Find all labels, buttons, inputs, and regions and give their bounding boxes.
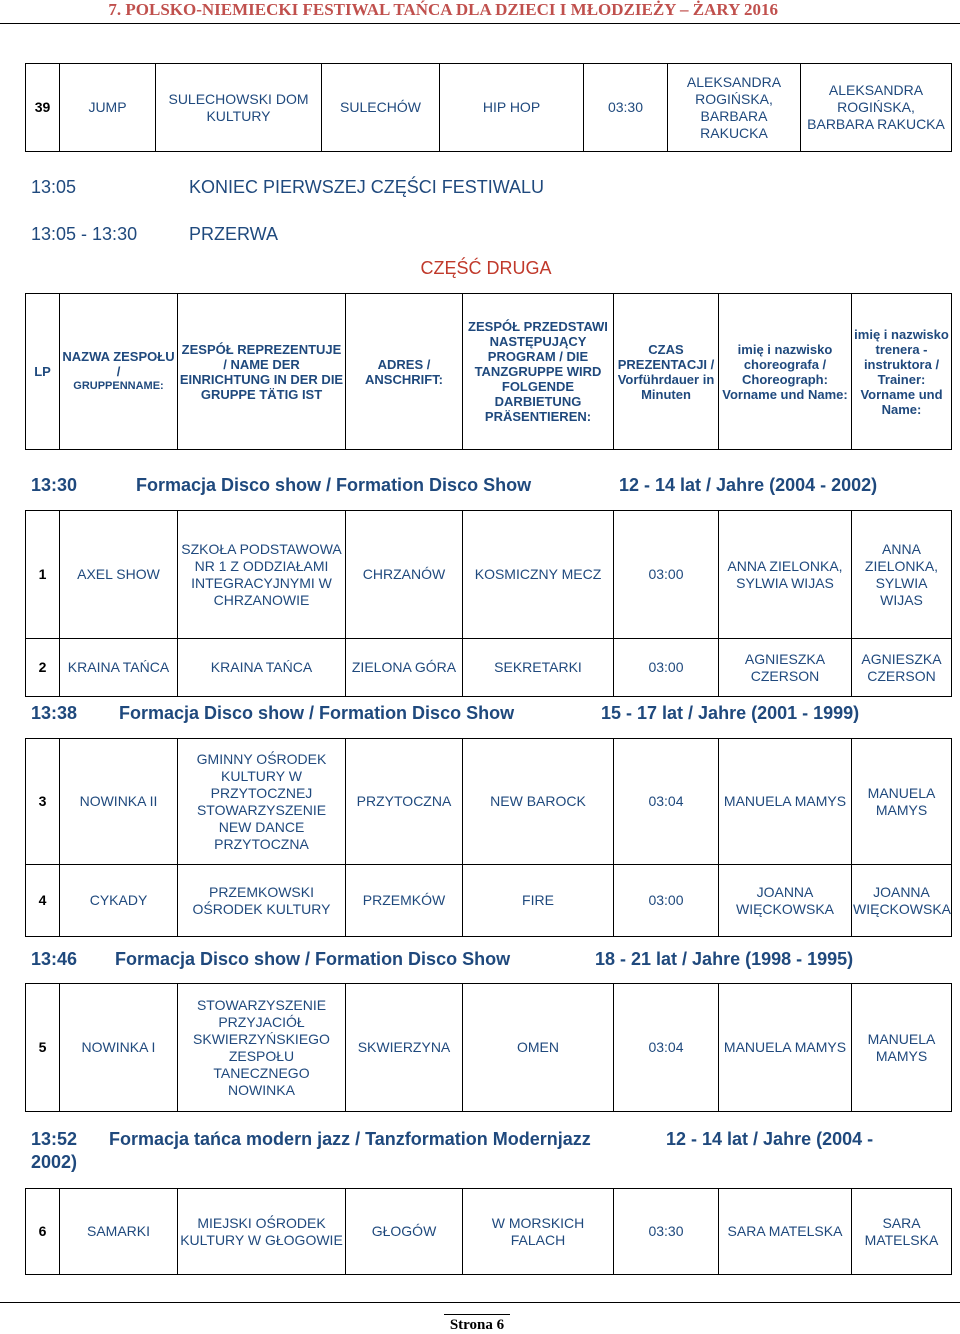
header-choreographer: imię i nazwisko choreografa / Choreograph: Vorname und Name: — [719, 294, 852, 450]
row-trainer: JOANNA WIĘCKOWSKA — [852, 865, 952, 937]
row-trainer: ALEKSANDRA ROGIŃSKA, BARBARA RAKUCKA — [801, 64, 952, 152]
end-first-part — [31, 176, 545, 198]
section-time: 13:38 — [31, 703, 78, 723]
row-trainer: SARA MATELSKA — [852, 1189, 952, 1275]
row-address: PRZYTOCZNA — [346, 739, 463, 865]
section-heading — [31, 1128, 874, 1150]
row-lp: 4 — [26, 865, 60, 937]
row-time: 03:00 — [614, 865, 719, 937]
row-lp: 5 — [26, 984, 60, 1112]
section-heading — [31, 702, 860, 724]
header-name — [60, 294, 178, 450]
header-lp: LP — [26, 294, 60, 450]
row-lp: 3 — [26, 739, 60, 865]
section-time: 13:30 — [31, 475, 78, 495]
row-time: 03:00 — [614, 511, 719, 639]
section-age-line2: 2002) — [31, 1152, 78, 1172]
row-name: NOWINKA II — [60, 739, 178, 865]
table-row — [26, 984, 952, 1112]
table-row — [26, 639, 952, 697]
section-table — [25, 510, 952, 697]
section-age: 18 - 21 lat / Jahre (1998 - 1995) — [595, 949, 854, 969]
section-table — [25, 983, 952, 1112]
section-title: Formacja Disco show / Formation Disco Show — [136, 475, 532, 495]
section-title: Formacja Disco show / Formation Disco Show — [115, 949, 511, 969]
header-program: ZESPÓŁ PRZEDSTAWI NASTĘPUJĄCY PROGRAM / DIE TANZGRUPPE WIRD FOLGENDE DARBIETUNG PRÄSENTIEREN: — [463, 294, 614, 450]
row-lp: 6 — [26, 1189, 60, 1275]
row-program: SEKRETARKI — [463, 639, 614, 697]
row-institution: MIEJSKI OŚRODEK KULTURY W GŁOGOWIE — [178, 1189, 346, 1275]
header-institution: ZESPÓŁ REPREZENTUJE / NAME DER EINRICHTUNG IN DER DIE GRUPPE TÄTIG IST — [178, 294, 346, 450]
row-institution: STOWARZYSZENIE PRZYJACIÓŁ SKWIERZYŃSKIEGO ZESPOŁU TANECZNEGO NOWINKA — [178, 984, 346, 1112]
column-header-table — [25, 293, 952, 450]
row-lp: 1 — [26, 511, 60, 639]
table-row — [26, 739, 952, 865]
row-trainer: MANUELA MAMYS — [852, 739, 952, 865]
row-name: CYKADY — [60, 865, 178, 937]
row-program: W MORSKICH FALACH — [463, 1189, 614, 1275]
section-table — [25, 738, 952, 937]
header-address: ADRES / ANSCHRIFT: — [346, 294, 463, 450]
row-time: 03:04 — [614, 984, 719, 1112]
row-institution: PRZEMKOWSKI OŚRODEK KULTURY — [178, 865, 346, 937]
row-name: JUMP — [60, 64, 156, 152]
row-program: KOSMICZNY MECZ — [463, 511, 614, 639]
page-footer — [0, 1314, 954, 1334]
row-choreographer: MANUELA MAMYS — [719, 739, 852, 865]
row-name: AXEL SHOW — [60, 511, 178, 639]
row-time: 03:04 — [614, 739, 719, 865]
section-age: 15 - 17 lat / Jahre (2001 - 1999) — [601, 703, 860, 723]
section-age: 12 - 14 lat / Jahre (2004 - 2002) — [619, 475, 878, 495]
row-program: HIP HOP — [440, 64, 584, 152]
section-title: Formacja tańca modern jazz / Tanzformation Modernjazz — [109, 1129, 591, 1149]
footer-rule — [0, 1302, 960, 1303]
table-row — [26, 865, 952, 937]
page-header-text: 7. POLSKO-NIEMIECKI FESTIWAL TAŃCA DLA DZIECI I MŁODZIEŻY – ŻARY 2016 — [108, 0, 778, 19]
section-time: 13:46 — [31, 949, 78, 969]
row-institution: KRAINA TAŃCA — [178, 639, 346, 697]
row-institution: SZKOŁA PODSTAWOWA NR 1 Z ODDZIAŁAMI INTEGRACYJNYMI W CHRZANOWIE — [178, 511, 346, 639]
section-time: 13:52 — [31, 1129, 78, 1149]
row-address: PRZEMKÓW — [346, 865, 463, 937]
row-name: KRAINA TAŃCA — [60, 639, 178, 697]
break-line — [31, 223, 279, 245]
row-address: GŁOGÓW — [346, 1189, 463, 1275]
part-two-title: CZĘŚĆ DRUGA — [420, 258, 552, 278]
section-heading — [31, 948, 854, 970]
row-address: CHRZANÓW — [346, 511, 463, 639]
page-number: Strona 6 — [444, 1314, 510, 1334]
section-heading — [31, 474, 878, 496]
row-address: ZIELONA GÓRA — [346, 639, 463, 697]
row-choreographer: AGNIESZKA CZERSON — [719, 639, 852, 697]
header-trainer: imię i nazwisko trenera - instruktora / Trainer: Vorname und Name: — [852, 294, 952, 450]
row-time: 03:00 — [614, 639, 719, 697]
row-trainer: AGNIESZKA CZERSON — [852, 639, 952, 697]
table-row — [26, 64, 952, 152]
end-first-part-time: 13:05 — [31, 177, 77, 197]
row-lp: 39 — [26, 64, 60, 152]
row-trainer: MANUELA MAMYS — [852, 984, 952, 1112]
table-row — [26, 511, 952, 639]
header-row — [26, 294, 952, 450]
row-time: 03:30 — [614, 1189, 719, 1275]
row-institution: GMINNY OŚRODEK KULTURY W PRZYTOCZNEJ STOWARZYSZENIE NEW DANCE PRZYTOCZNA — [178, 739, 346, 865]
row-address: SULECHÓW — [322, 64, 440, 152]
break-text: PRZERWA — [189, 224, 279, 244]
row-institution: SULECHOWSKI DOM KULTURY — [156, 64, 322, 152]
row-choreographer: JOANNA WIĘCKOWSKA — [719, 865, 852, 937]
row-choreographer: MANUELA MAMYS — [719, 984, 852, 1112]
row-choreographer: ANNA ZIELONKA, SYLWIA WIJAS — [719, 511, 852, 639]
header-name-a: NAZWA ZESPOŁU / — [62, 349, 175, 379]
section-age-line1: 12 - 14 lat / Jahre (2004 - — [666, 1129, 874, 1149]
header-time: CZAS PREZENTACJI / Vorführdauer in Minuten — [614, 294, 719, 450]
row-lp: 2 — [26, 639, 60, 697]
header-name-b: GRUPPENNAME: — [73, 380, 164, 392]
row-trainer: ANNA ZIELONKA, SYLWIA WIJAS — [852, 511, 952, 639]
end-first-part-text: KONIEC PIERWSZEJ CZĘŚCI FESTIWALU — [189, 177, 545, 197]
section-title: Formacja Disco show / Formation Disco Show — [119, 703, 515, 723]
header-rule — [0, 23, 960, 24]
row-name: SAMARKI — [60, 1189, 178, 1275]
row-name: NOWINKA I — [60, 984, 178, 1112]
row-program: OMEN — [463, 984, 614, 1112]
break-time: 13:05 - 13:30 — [31, 224, 138, 244]
row-program: NEW BAROCK — [463, 739, 614, 865]
row-address: SKWIERZYNA — [346, 984, 463, 1112]
section-table — [25, 1188, 952, 1275]
row-time: 03:30 — [584, 64, 668, 152]
table-row — [26, 1189, 952, 1275]
row-choreographer: SARA MATELSKA — [719, 1189, 852, 1275]
row-program: FIRE — [463, 865, 614, 937]
row-choreographer: ALEKSANDRA ROGIŃSKA, BARBARA RAKUCKA — [668, 64, 801, 152]
table-top — [25, 63, 952, 152]
